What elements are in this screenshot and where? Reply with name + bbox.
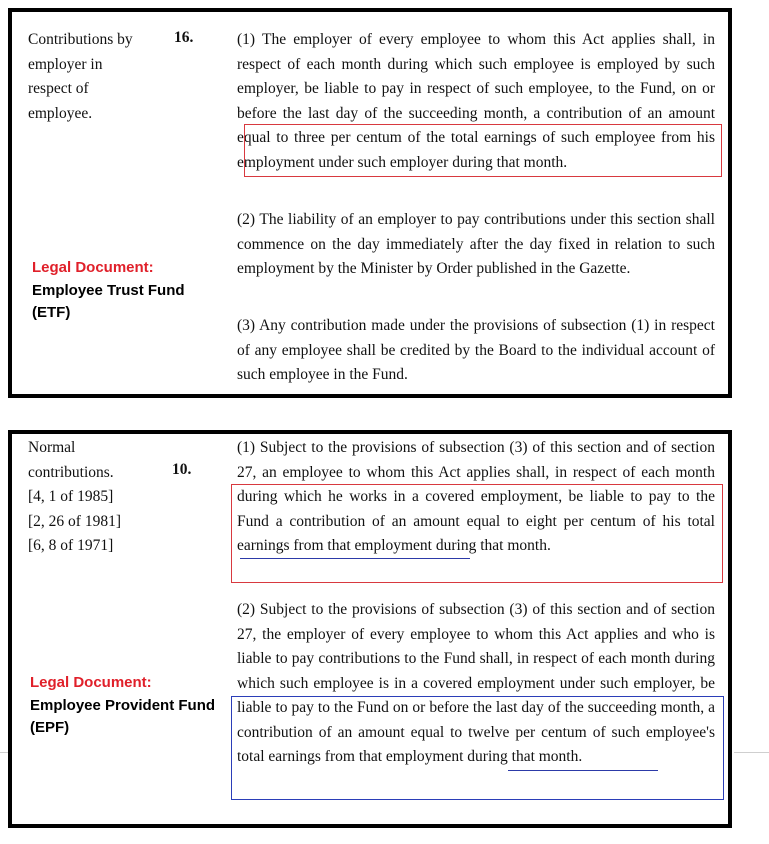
epf-document-label: [30, 672, 220, 740]
epf-sidenote: [28, 436, 178, 559]
etf-sidenote-line: employee.: [28, 104, 93, 122]
background-rule: [734, 752, 769, 753]
etf-panel: [8, 8, 732, 398]
etf-label-title: Legal Document:: [32, 259, 154, 276]
epf-paragraph-1: (1) Subject to the provisions of subsection (3) of this section and of section 27, an employee to whom this Act applies shall, in respect of each month during which he works in a covered employment, be liable to pay to the Fund a contribution of an amount equal to eight per centum of his total earnings from that employment during that month.: [237, 439, 715, 554]
etf-sidenote-line: Contributions by: [28, 31, 133, 48]
epf-paragraph-2: (2) Subject to the provisions of subsection (3) of this section and of section 27, the employer of every employee to whom this Act applies and who is liable to pay contributions to the Fund shall, in respect of each month during which such employee is in a covered employment under such employer, be liable to pay to the Fund on or before the last day of the succeeding month, a contribution of an amount equal to twelve per centum of such employee's total earnings from that employment during that month.: [237, 601, 715, 765]
epf-sidenote-line: contributions.: [28, 463, 114, 481]
etf-label-name: Employee Trust Fund (ETF): [32, 281, 185, 321]
epf-sidenote-line: [6, 8 of 1971]: [28, 537, 114, 554]
etf-paragraph-1: (1) The employer of every employee to whom this Act applies shall, in respect of each month during which such employee is employed by such employer, be liable to pay in respect of such employee, to the Fund, on or before the last day of the succeeding month, a contribution of an amount equal to three per centum of the total earnings of such employee from his employment under such employer during that month.: [237, 31, 715, 171]
etf-sidenote: [28, 28, 158, 126]
epf-sidenote-line: Normal: [28, 439, 76, 456]
epf-sidenote-line: [2, 26 of 1981]: [28, 512, 121, 530]
epf-sidenote-line: [4, 1 of 1985]: [28, 488, 114, 505]
etf-highlight-box: [244, 124, 722, 177]
etf-sidenote-line: respect of: [28, 80, 89, 97]
epf-section-number: 10.: [172, 461, 192, 478]
etf-sidenote-line: employer in: [28, 55, 103, 73]
epf-employer-highlight-box: [231, 696, 724, 800]
etf-paragraph-3: (3) Any contribution made under the provisions of subsection (1) in respect of any employee shall be credited by the Board to the individual account of such employee in the Fund.: [237, 317, 715, 383]
epf-label-title: Legal Document:: [30, 674, 152, 691]
etf-paragraph-2: (2) The liability of an employer to pay contributions under this section shall commence on the day immediately after the day fixed in relation to such employment by the Minister by Order published in the Gazette.: [237, 211, 715, 277]
twelve-per-centum-underline: [508, 770, 658, 771]
etf-document-label: [32, 257, 212, 325]
epf-employee-highlight-box: [231, 484, 723, 583]
background-rule: [0, 752, 8, 753]
eight-per-centum-underline: [240, 558, 470, 559]
epf-panel: [8, 430, 732, 828]
epf-label-name: Employee Provident Fund (EPF): [30, 696, 216, 736]
etf-section-number: 16.: [174, 29, 194, 46]
